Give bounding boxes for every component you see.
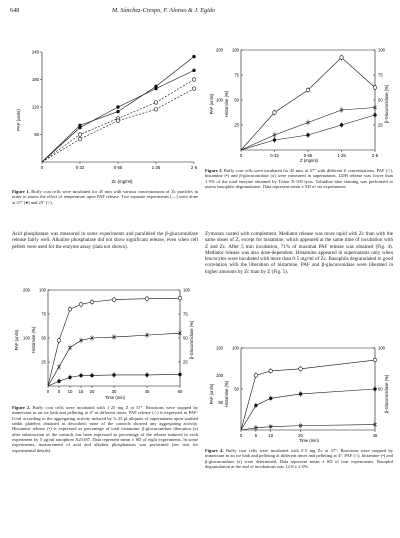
fig2-ytick-right-label: 25 [183, 359, 188, 365]
fig3-xtick-label: 0·65 [303, 153, 313, 158]
fig4-series-0-point [299, 367, 303, 371]
fig2-series-0-point [79, 303, 83, 307]
fig1-ytick-label: 120 [31, 104, 39, 110]
fig3-ytick-left-label: 200 [216, 47, 223, 53]
fig1-series-3-point [78, 137, 82, 141]
fig1-xtick-label: 1·25 [151, 165, 161, 170]
fig3-ytick-mid-label: 75 [234, 72, 239, 78]
fig4-ytick-mid-label: 100 [232, 345, 239, 351]
fig1-xtick-label: 0·32 [75, 165, 85, 170]
fig2-ytick-mid-label: 100 [39, 287, 46, 293]
left-body-paragraph: Acid phosphatase was measured in some experiments and paralleled the β-glucuronidase release fairly well. Alkaline phosphatase did not show significant release, even when cell pellets were used for the enzyme assay (data not shown). [12, 231, 198, 250]
fig2-series-0-point [145, 297, 149, 301]
fig1-series-1-point [192, 69, 195, 72]
figure-1-caption [12, 189, 198, 205]
fig4-xtick-label: 5 [254, 433, 258, 438]
fig3-series-1-point [340, 123, 343, 126]
fig2-xtick-label: 10 [67, 389, 73, 394]
fig4-ylabel-mid: Histamine (%) [224, 380, 229, 408]
fig2-xtick-label: 45 [144, 389, 150, 394]
figure-2-chart [12, 282, 198, 402]
fig2-series-0-point [68, 307, 72, 311]
fig3-series-0-point [306, 88, 310, 92]
fig4-series-1-point [299, 392, 302, 395]
fig1-ytick-label: 240 [31, 49, 39, 55]
fig3-ytick-left-label: 100 [216, 97, 223, 103]
fig1-series-0-line [42, 57, 194, 162]
fig3-xtick-label: 0·32 [270, 153, 279, 158]
fig1-caption-label: Figure 1. [12, 189, 30, 194]
fig3-xtick-label: 0 [239, 153, 243, 158]
figure-2-caption [12, 405, 198, 453]
fig3-caption-label: Figure 3. [205, 168, 223, 173]
fig4-caption-text: Buffy coat cells were incubated with 0·5 mg Zc at 37°. Reactions were stopped by immersion in an ice bath and pelleting at different times and pelleting at 4°. PAF (○), histamine (•) and β-glucuronidase (x) were determined. Data represent mean ± SD of four experiments. Basophil degranulation at the end of incubations was 14·8 ± 2·0%. [205, 448, 393, 470]
fig4-ylabel-left: PAF (units) [209, 383, 214, 405]
fig1-xtick-label: 2·5 [190, 165, 198, 170]
fig3-series-1-point [273, 138, 276, 141]
fig4-ylabel-right: β-Glucuronidase (%) [384, 374, 389, 414]
fig4-series-1-point [254, 404, 257, 407]
fig2-series-0-point [112, 298, 116, 302]
fig3-series-0-point [373, 86, 377, 90]
fig2-ytick-left-label: 100 [23, 335, 30, 341]
fig1-xlabel: Zc (mg/ml) [111, 179, 133, 184]
fig2-ytick-right-label: 50 [183, 335, 188, 341]
fig2-ylabel-mid: Histamine (%) [31, 326, 36, 354]
fig2-ytick-right-label: 100 [183, 287, 190, 293]
fig2-series-1-point [145, 373, 148, 376]
fig2-ytick-right-label: 75 [183, 311, 188, 317]
fig4-series-0-point [269, 369, 273, 373]
fig2-series-0-point [57, 339, 61, 343]
fig3-ytick-mid-label: 100 [232, 47, 239, 53]
fig2-xtick-label: 20 [89, 389, 95, 394]
fig3-series-1-point [373, 113, 376, 116]
fig3-caption-text: Buffy coat cells were incubated for 45 min, at 37° with different Z concentrations. PAF (○), histamine (•) and β-glucuronidase (x) were measured in supernatants. LDH release was lower than 1·5% of the total enzyme obtained by Triton X-100 lysis. Toluidine blue staining was performed to assess basophils degranulation. Data represent mean ± SD of six experiments. [205, 168, 393, 190]
fig1-xtick-label: 0 [40, 165, 44, 170]
fig3-series-0-point [340, 56, 344, 60]
figure-1-chart [12, 44, 198, 186]
fig1-series-1-point [116, 105, 119, 108]
running-title: M. Sánchez-Crespo, F. Alonso & J. Egido [112, 7, 216, 14]
figure-3-caption [205, 168, 393, 189]
fig2-ytick-mid-label: 50 [41, 335, 46, 341]
fig1-series-2-point [192, 78, 196, 82]
fig2-series-1-point [57, 380, 60, 383]
fig2-xlabel: Time (min) [105, 395, 125, 400]
fig3-ylabel-mid: Histamine (%) [224, 90, 229, 118]
fig4-ytick-left-label: 50 [218, 400, 223, 406]
fig1-series-1-point [78, 126, 81, 129]
fig4-series-0-point [373, 358, 377, 362]
fig3-ytick-mid-label: 25 [234, 122, 239, 128]
fig3-series-0-point [273, 111, 277, 115]
fig3-xtick-label: 2·5 [371, 153, 379, 158]
figure-4-caption [205, 448, 393, 469]
fig2-series-1-point [178, 373, 181, 376]
fig1-series-3-point [154, 107, 158, 111]
fig4-series-1-line [241, 389, 375, 430]
fig4-xtick-label: 45 [372, 433, 378, 438]
fig2-xtick-label: 5 [57, 389, 61, 394]
fig1-series-0-point [192, 55, 195, 58]
fig4-caption-label: Figure 4. [205, 448, 224, 453]
figure-4-chart [205, 342, 393, 444]
fig1-series-3-point [116, 119, 120, 123]
fig2-ytick-mid-label: 25 [41, 359, 46, 365]
fig2-series-0-point [178, 296, 182, 300]
fig2-series-1-point [112, 373, 115, 376]
fig4-xlabel: Time (min) [299, 438, 319, 443]
fig4-series-2-line [241, 425, 375, 430]
fig3-ytick-right-label: 50 [378, 97, 383, 103]
fig1-xtick-label: 0·65 [113, 165, 123, 170]
fig4-ytick-right-label: 50 [378, 386, 383, 392]
fig4-xtick-label: 0 [239, 433, 243, 438]
fig1-caption-text: Buffy coat cells were incubated for 45 min with various concentrations of Zc particles in order to assess the effect of temperature upon PAF release. Two separate experiments (—) were done at 37° (●) and 25° (○). [12, 189, 198, 205]
fig1-ytick-label: 180 [31, 77, 39, 82]
fig3-series-1-point [306, 133, 309, 136]
fig3-series-2-line [241, 108, 375, 151]
fig4-ytick-left-label: 100 [216, 372, 223, 378]
figure-3-chart [205, 42, 393, 164]
fig3-ylabel-left: PAF (units) [209, 93, 214, 115]
fig4-series-1-point [373, 387, 376, 390]
fig3-xtick-label: 1·25 [337, 153, 346, 158]
page-number: 648 [10, 7, 20, 14]
fig2-xtick-label: 30 [111, 389, 117, 394]
fig4-series-1-point [269, 397, 272, 400]
fig2-ytick-left-label: 200 [23, 287, 30, 293]
fig4-ytick-mid-label: 50 [234, 386, 239, 392]
fig1-series-3-line [42, 89, 194, 162]
fig2-xtick-label: 0 [46, 389, 50, 394]
fig3-xlabel: Z (mg/ml) [300, 158, 318, 163]
fig3-ytick-right-label: 75 [378, 72, 383, 78]
fig2-xtick-label: 60 [177, 389, 183, 394]
fig4-xtick-label: 20 [298, 433, 303, 438]
fig1-series-0-point [116, 110, 119, 113]
fig4-series-0-line [241, 360, 375, 430]
fig3-ylabel-right: β-Glucuronidase (%) [384, 84, 389, 124]
fig2-caption-label: Figure 2. [12, 405, 31, 410]
fig1-series-1-line [42, 70, 194, 162]
fig4-ytick-right-label: 100 [378, 345, 385, 351]
fig1-ylabel: PAF (units) [16, 109, 21, 131]
fig2-series-0-point [90, 300, 94, 304]
fig2-series-1-point [68, 376, 71, 379]
fig1-ytick-label: 60 [34, 132, 39, 137]
fig2-series-1-point [90, 374, 93, 377]
fig2-caption-text: Buffy coat cells were incubated with 1·25 mg Z at 37°. Reactions were stopped by immersion in an ice bath and pelleting at 4° at different times. PAF release (○) is expressed in PAF-U/ml according to the aggregating activity induced by 5–25 μl aliquots of supernatants upon washed rabbit platelets obtained as described; none of the controls showed any aggregating activity. Histamine release (•) is expressed as percentage of total histamine. β-glucuronidase liberation (x) after substraction of the controls has been expressed as percentage of the release induced in each experiment by 5 μg/ml ionophore A23187. Data represent mean ± SD of eight experiments. In some experiments, measurement of acid and alkaline phosphatases was performed (see text for experimental details). [12, 405, 198, 453]
fig1-series-2-point [78, 133, 82, 137]
fig3-ytick-mid-label: 50 [234, 97, 239, 103]
fig3-ytick-right-label: 100 [378, 47, 385, 53]
fig1-series-1-point [154, 87, 157, 90]
fig1-series-3-point [192, 87, 196, 91]
fig1-series-2-point [154, 101, 158, 105]
fig2-ylabel-right: β-Glucuronidase (%) [189, 320, 194, 360]
fig2-ylabel-left: PAF (units) [14, 329, 19, 351]
fig2-ytick-mid-label: 75 [41, 311, 46, 317]
fig4-ytick-left-label: 150 [216, 345, 223, 351]
fig3-ytick-right-label: 25 [378, 122, 383, 128]
fig2-xtick-label: 15 [78, 389, 84, 394]
fig4-series-0-point [254, 374, 258, 378]
fig2-series-1-point [79, 374, 82, 377]
fig4-xtick-label: 10 [268, 433, 274, 438]
right-body-paragraph: Zymosan coated with complement. Mediator release was more rapid with Zc than with the same doses of Z, except for histamine, which appeared at the same time of incubation with Z and Zc. After 5 min incubation, 71% of maximal PAF release was obtained (Fig. 4). Mediator release was also dose-dependent. Histamine appeared in supernatants only when leucocytes were incubated with more than 0·5 mg/ml of Zc. Basophils degranulated in good correlation with the liberation of histamine, PAF and β-glucuronidase were liberated in higher amounts by Zc than by Z (Fig. 5). [205, 231, 393, 275]
